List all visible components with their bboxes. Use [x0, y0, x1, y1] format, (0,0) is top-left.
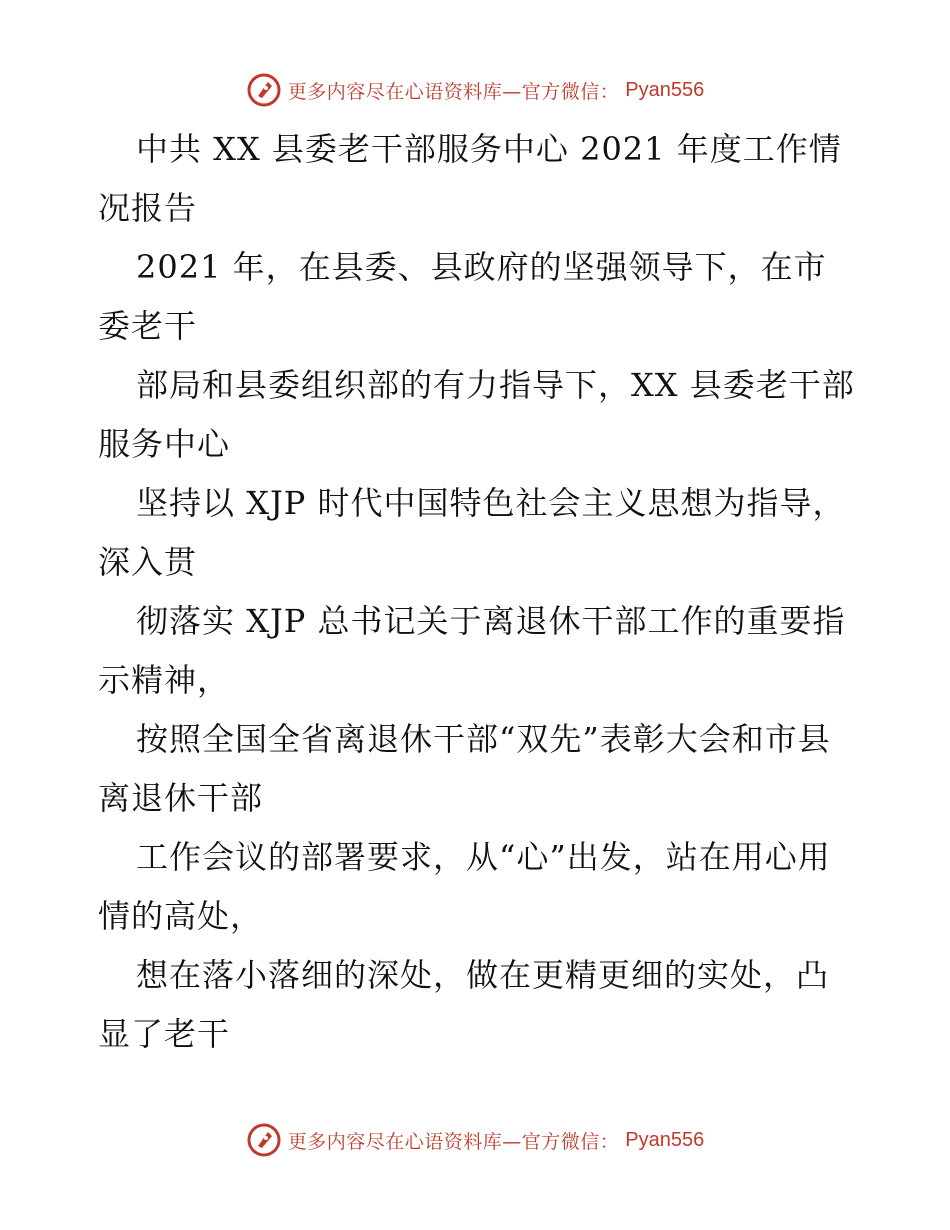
pen-nib-logo-icon	[246, 1122, 282, 1158]
paragraph: 中共 XX 县委老干部服务中心 2021 年度工作情况报告	[98, 130, 842, 227]
document-body	[98, 120, 858, 1064]
footer-watermark	[0, 1120, 950, 1160]
paragraph: 彻落实 XJP 总书记关于离退休干部工作的重要指示精神，	[98, 602, 846, 699]
paragraph: 想在落小落细的深处，做在更精更细的实处，凸显了老干	[98, 956, 830, 1053]
paragraph: 2021 年，在县委、县政府的坚强领导下，在市委老干	[98, 248, 827, 345]
paragraph: 坚持以 XJP 时代中国特色社会主义思想为指导，深入贯	[98, 484, 846, 581]
paragraph: 工作会议的部署要求，从“心”出发，站在用心用情的高处，	[98, 838, 831, 935]
header-watermark	[0, 70, 950, 110]
watermark-wechat-id: Pyan556	[625, 78, 705, 101]
watermark-wechat-id: Pyan556	[625, 1128, 705, 1151]
paragraph: 部局和县委组织部的有力指导下，XX 县委老干部服务中心	[98, 366, 855, 463]
pen-nib-logo-icon	[246, 72, 282, 108]
paragraph: 按照全国全省离退休干部“双先”表彰大会和市县离退休干部	[98, 720, 831, 817]
watermark-text: 更多内容尽在心语资料库—官方微信：	[287, 80, 620, 103]
watermark-text: 更多内容尽在心语资料库—官方微信：	[287, 1130, 620, 1153]
